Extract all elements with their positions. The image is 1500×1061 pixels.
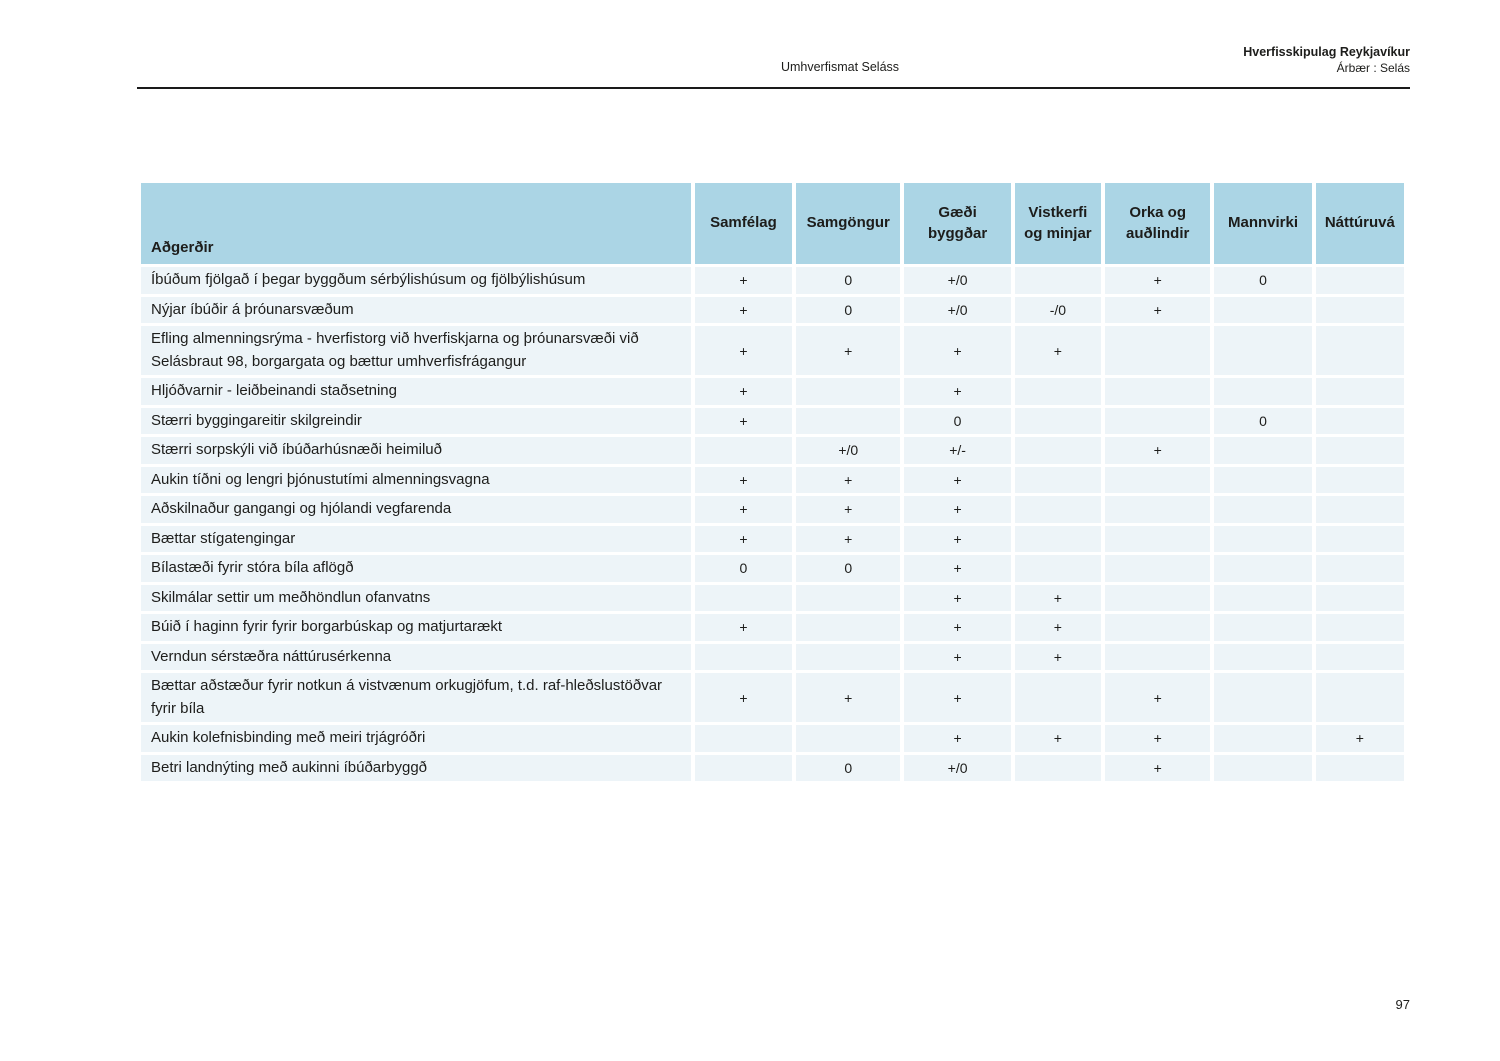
table-row xyxy=(141,467,1404,494)
table-row xyxy=(141,644,1404,671)
table-row xyxy=(141,437,1404,464)
rating-cell: + xyxy=(1105,437,1210,464)
rating-cell: +/0 xyxy=(904,267,1010,294)
rating-cell xyxy=(1105,585,1210,612)
rating-cell xyxy=(1015,526,1101,553)
rating-cell xyxy=(796,378,900,405)
rating-cell: +/- xyxy=(904,437,1010,464)
rating-cell: + xyxy=(904,555,1010,582)
rating-cell: + xyxy=(1015,614,1101,641)
action-label: Búið í haginn fyrir fyrir borgarbúskap og matjurtarækt xyxy=(141,614,691,641)
rating-cell xyxy=(695,585,792,612)
table-header-row xyxy=(141,183,1404,264)
page-number: 97 xyxy=(1395,997,1410,1012)
rating-cell xyxy=(1316,555,1404,582)
rating-cell xyxy=(1015,755,1101,782)
rating-cell xyxy=(1214,585,1311,612)
rating-cell xyxy=(1316,673,1404,722)
table-row xyxy=(141,408,1404,435)
action-label: Betri landnýting með aukinni íbúðarbyggð xyxy=(141,755,691,782)
rating-cell: 0 xyxy=(1214,267,1311,294)
action-label: Aukin kolefnisbinding með meiri trjágróðri xyxy=(141,725,691,752)
rating-cell: + xyxy=(1015,585,1101,612)
rating-cell xyxy=(1316,526,1404,553)
rating-cell: + xyxy=(904,467,1010,494)
category-column-header: Vistkerfi og minjar xyxy=(1015,183,1101,264)
rating-cell xyxy=(1214,673,1311,722)
table-row xyxy=(141,267,1404,294)
rating-cell xyxy=(1105,526,1210,553)
rating-cell xyxy=(1316,755,1404,782)
rating-cell xyxy=(1316,644,1404,671)
rating-cell: + xyxy=(695,526,792,553)
rating-cell xyxy=(1316,408,1404,435)
rating-cell: + xyxy=(695,408,792,435)
action-label: Bílastæði fyrir stóra bíla aflögð xyxy=(141,555,691,582)
running-header-center: Umhverfismat Seláss xyxy=(780,60,900,74)
action-label: Íbúðum fjölgað í þegar byggðum sérbýlishúsum og fjölbýlishúsum xyxy=(141,267,691,294)
action-label: Aukin tíðni og lengri þjónustutími almenningsvagna xyxy=(141,467,691,494)
category-column-header: Samfélag xyxy=(695,183,792,264)
rating-cell: + xyxy=(1015,644,1101,671)
rating-cell xyxy=(1316,496,1404,523)
rating-cell: + xyxy=(904,673,1010,722)
category-column-header: Náttúruvá xyxy=(1316,183,1404,264)
rating-cell xyxy=(796,408,900,435)
rating-cell: + xyxy=(1105,673,1210,722)
table-row xyxy=(141,725,1404,752)
rating-cell xyxy=(1105,326,1210,375)
rating-cell: + xyxy=(1015,725,1101,752)
rating-cell xyxy=(1316,467,1404,494)
rating-cell: 0 xyxy=(796,555,900,582)
table-row xyxy=(141,614,1404,641)
rating-cell xyxy=(1105,496,1210,523)
rating-cell xyxy=(1105,378,1210,405)
rating-cell xyxy=(1214,297,1311,324)
actions-column-header: Aðgerðir xyxy=(141,183,691,264)
rating-cell: + xyxy=(796,496,900,523)
rating-cell xyxy=(1105,644,1210,671)
rating-cell xyxy=(796,644,900,671)
rating-cell xyxy=(1105,408,1210,435)
rating-cell xyxy=(1214,496,1311,523)
category-column-header: Orka og auðlindir xyxy=(1105,183,1210,264)
rating-cell: + xyxy=(695,614,792,641)
rating-cell xyxy=(1214,725,1311,752)
rating-cell xyxy=(1316,297,1404,324)
rating-cell xyxy=(1214,437,1311,464)
rating-cell xyxy=(1316,378,1404,405)
rating-cell xyxy=(796,614,900,641)
rating-cell xyxy=(695,437,792,464)
action-label: Hljóðvarnir - leiðbeinandi staðsetning xyxy=(141,378,691,405)
assessment-matrix-table xyxy=(137,180,1408,784)
rating-cell xyxy=(1015,437,1101,464)
rating-cell xyxy=(1214,378,1311,405)
rating-cell: + xyxy=(695,378,792,405)
rating-cell: + xyxy=(904,585,1010,612)
action-label: Verndun sérstæðra náttúrusérkenna xyxy=(141,644,691,671)
table-row xyxy=(141,326,1404,375)
table-row xyxy=(141,555,1404,582)
rating-cell: + xyxy=(1105,755,1210,782)
rating-cell: + xyxy=(904,526,1010,553)
rating-cell: + xyxy=(1316,725,1404,752)
rating-cell: + xyxy=(695,297,792,324)
rating-cell xyxy=(1214,755,1311,782)
rating-cell xyxy=(695,644,792,671)
table-row xyxy=(141,673,1404,722)
table-row xyxy=(141,755,1404,782)
action-label: Stærri byggingareitir skilgreindir xyxy=(141,408,691,435)
rating-cell: -/0 xyxy=(1015,297,1101,324)
rating-cell: + xyxy=(904,378,1010,405)
rating-cell: 0 xyxy=(796,755,900,782)
rating-cell xyxy=(695,755,792,782)
rating-cell xyxy=(1316,437,1404,464)
rating-cell: 0 xyxy=(904,408,1010,435)
header-rule xyxy=(137,87,1410,89)
rating-cell: + xyxy=(904,644,1010,671)
rating-cell: + xyxy=(796,326,900,375)
rating-cell xyxy=(1105,467,1210,494)
category-column-header: Samgöngur xyxy=(796,183,900,264)
table-row xyxy=(141,496,1404,523)
rating-cell: + xyxy=(904,725,1010,752)
rating-cell: + xyxy=(796,673,900,722)
rating-cell xyxy=(1015,378,1101,405)
rating-cell: +/0 xyxy=(904,755,1010,782)
table-body xyxy=(141,267,1404,781)
document-title: Hverfisskipulag Reykjavíkur xyxy=(1243,45,1410,59)
document-subtitle: Árbær : Selás xyxy=(1336,60,1410,75)
table-row xyxy=(141,585,1404,612)
action-label: Bættar aðstæður fyrir notkun á vistvænum orkugjöfum, t.d. raf-hleðslustöðvar fyrir bíla xyxy=(141,673,691,722)
action-label: Aðskilnaður gangangi og hjólandi vegfarenda xyxy=(141,496,691,523)
rating-cell: + xyxy=(695,496,792,523)
rating-cell xyxy=(1214,614,1311,641)
rating-cell: 0 xyxy=(1214,408,1311,435)
rating-cell: 0 xyxy=(796,297,900,324)
rating-cell xyxy=(1214,526,1311,553)
action-label: Bættar stígatengingar xyxy=(141,526,691,553)
rating-cell: +/0 xyxy=(796,437,900,464)
rating-cell: + xyxy=(904,496,1010,523)
rating-cell xyxy=(1316,267,1404,294)
rating-cell xyxy=(695,725,792,752)
rating-cell xyxy=(1015,467,1101,494)
rating-cell: + xyxy=(695,326,792,375)
rating-cell: + xyxy=(695,467,792,494)
rating-cell: + xyxy=(695,267,792,294)
rating-cell: + xyxy=(796,526,900,553)
rating-cell xyxy=(1316,585,1404,612)
rating-cell: + xyxy=(904,614,1010,641)
table-row xyxy=(141,526,1404,553)
rating-cell: + xyxy=(1105,725,1210,752)
rating-cell xyxy=(1105,614,1210,641)
rating-cell xyxy=(1214,326,1311,375)
running-header-right xyxy=(1243,45,1410,76)
rating-cell xyxy=(796,725,900,752)
action-label: Skilmálar settir um meðhöndlun ofanvatns xyxy=(141,585,691,612)
rating-cell: + xyxy=(1015,326,1101,375)
table-row xyxy=(141,297,1404,324)
rating-cell xyxy=(1214,467,1311,494)
rating-cell: 0 xyxy=(695,555,792,582)
rating-cell: + xyxy=(695,673,792,722)
rating-cell: +/0 xyxy=(904,297,1010,324)
rating-cell xyxy=(1015,555,1101,582)
action-label: Efling almenningsrýma - hverfistorg við hverfiskjarna og þróunarsvæði við Selásbraut 98, borgargata og bættur umhverfisfrágangur xyxy=(141,326,691,375)
rating-cell xyxy=(1015,496,1101,523)
table-row xyxy=(141,378,1404,405)
rating-cell xyxy=(1316,326,1404,375)
rating-cell xyxy=(1316,614,1404,641)
rating-cell xyxy=(1015,408,1101,435)
action-label: Nýjar íbúðir á þróunarsvæðum xyxy=(141,297,691,324)
rating-cell xyxy=(1015,267,1101,294)
rating-cell xyxy=(1214,644,1311,671)
rating-cell xyxy=(1214,555,1311,582)
category-column-header: Mannvirki xyxy=(1214,183,1311,264)
rating-cell: + xyxy=(796,467,900,494)
rating-cell xyxy=(796,585,900,612)
rating-cell xyxy=(1015,673,1101,722)
rating-cell: + xyxy=(1105,297,1210,324)
rating-cell: + xyxy=(904,326,1010,375)
action-label: Stærri sorpskýli við íbúðarhúsnæði heimiluð xyxy=(141,437,691,464)
rating-cell: + xyxy=(1105,267,1210,294)
category-column-header: Gæði byggðar xyxy=(904,183,1010,264)
rating-cell xyxy=(1105,555,1210,582)
rating-cell: 0 xyxy=(796,267,900,294)
